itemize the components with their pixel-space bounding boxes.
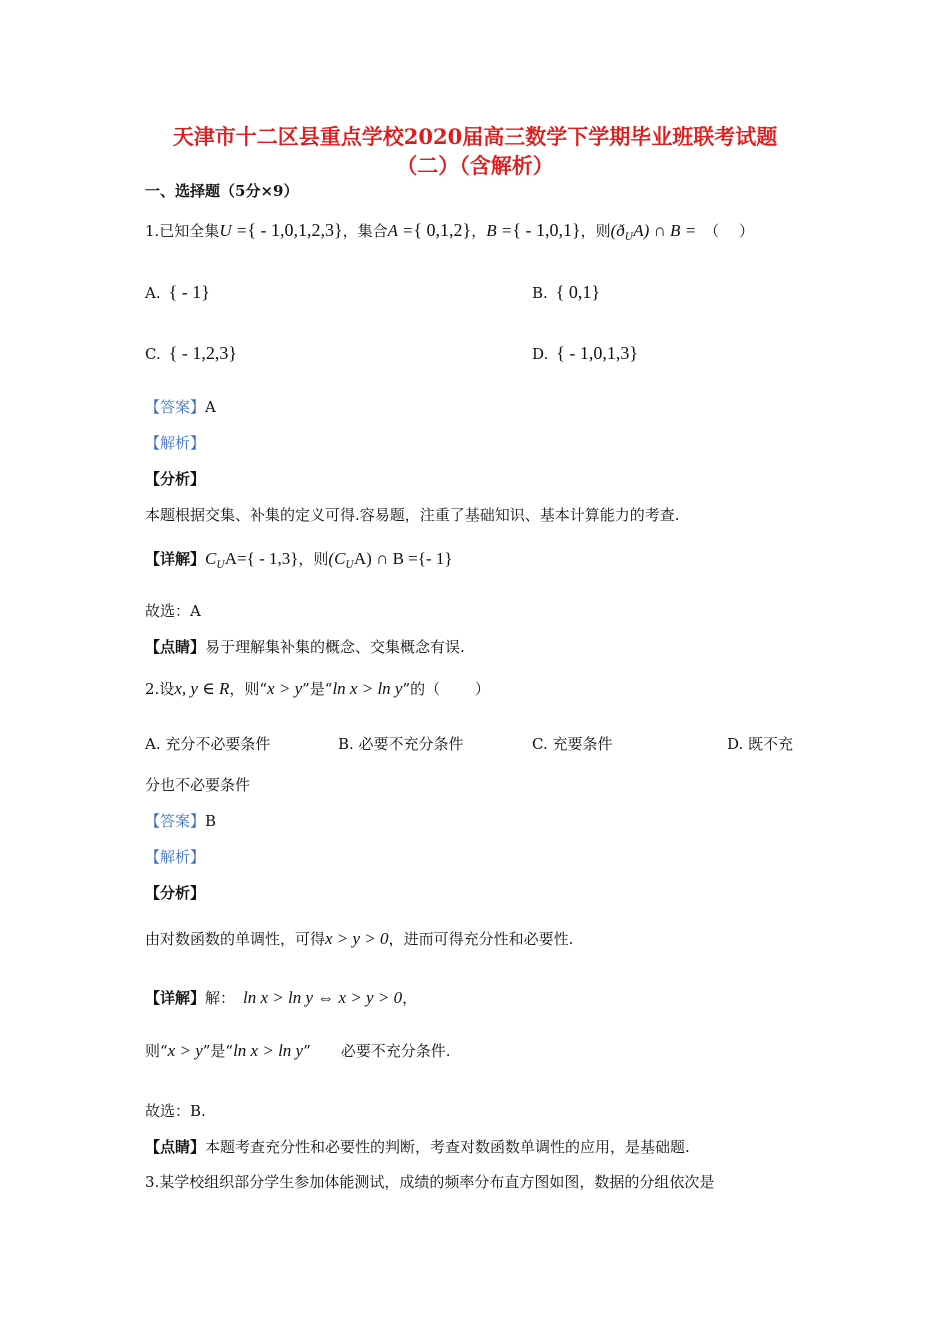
- option-value: { - 1}: [168, 282, 210, 302]
- q3-stem: 3.某学校组织部分学生参加体能测试，成绩的频率分布直方图如图，数据的分组依次是: [145, 1173, 715, 1191]
- q1-fenxi-tag: 【分析】: [145, 470, 206, 488]
- q2-prefix: 2.设: [145, 680, 175, 698]
- q2-ze-c2: ln x > ln y: [233, 1041, 304, 1060]
- q1-u-set: { - 1,0,1,2,3}: [247, 220, 343, 240]
- q1-mid2: ，则: [580, 222, 611, 240]
- q2-option-d: D. 既不充: [727, 735, 794, 753]
- q1-dianjing: [145, 636, 465, 657]
- xiangjie-tag: 【详解】: [145, 989, 206, 1007]
- q2-ze-open: 则“: [145, 1042, 168, 1060]
- q2-stem: [145, 678, 490, 699]
- q2-jiexi-tag: 【解析】: [145, 848, 206, 866]
- option-value: { - 1,0,1,3}: [556, 343, 639, 363]
- q2-fenxi-pre: 由对数函数的单调性，可得: [145, 930, 326, 948]
- xj-rest: A={ - 1,3}: [224, 549, 299, 568]
- option-label: D.: [532, 345, 549, 363]
- q1-answer: [145, 396, 216, 417]
- q2-ze-conc: 必要不充分条件.: [340, 1042, 451, 1060]
- q2-ze-c1: x > y: [167, 1041, 203, 1060]
- xj-c: C: [205, 549, 217, 568]
- option-label: B.: [532, 284, 548, 302]
- dianjing-text: 本题考查充分性和必要性的判断，考查对数函数单调性的应用，是基础题.: [205, 1138, 690, 1156]
- q1-xiangjie: [145, 548, 452, 571]
- q2-cond1: x > y: [267, 679, 303, 698]
- q2-answer: [145, 810, 216, 831]
- q2-xj-post: ，: [402, 989, 418, 1007]
- q1-expr: (ð: [610, 221, 625, 240]
- q2-then: ，则“: [229, 680, 268, 698]
- xj-mid: ，则: [298, 550, 329, 568]
- doc-title-line1: 天津市十二区县重点学校2020届高三数学下学期毕业班联考试题: [172, 124, 778, 149]
- xiangjie-tag: 【详解】: [145, 550, 206, 568]
- option-label: A.: [145, 284, 161, 302]
- xj-c2: (C: [328, 549, 346, 568]
- q2-ze-end: ”: [303, 1042, 311, 1060]
- q2-is: ”是“: [302, 680, 333, 698]
- option-value: { - 1,2,3}: [168, 343, 237, 363]
- q1-paren: （ ）: [704, 222, 754, 240]
- q1-comma: ，: [471, 222, 487, 240]
- xj-sub: U: [216, 560, 225, 571]
- q1-jiexi-tag: 【解析】: [145, 434, 206, 452]
- answer-tag: 【答案】: [145, 812, 206, 830]
- q2-guxuan: 故选：B.: [145, 1102, 206, 1120]
- q1-stem: [145, 220, 754, 243]
- q2-option-d-cont: 分也不必要条件: [145, 776, 251, 794]
- q1-option-b: [532, 282, 600, 303]
- q2-fenxi-expr: x > y > 0: [325, 929, 389, 948]
- q2-ze: [145, 1040, 451, 1061]
- q2-option-b: B. 必要不充分条件: [338, 735, 464, 753]
- dianjing-tag: 【点睛】: [145, 638, 206, 656]
- q1-prefix: 1.已知全集: [145, 222, 220, 240]
- q2-xy: x, y ∈ R: [174, 679, 230, 698]
- q1-b-set: { - 1,0,1}: [512, 220, 581, 240]
- q1-option-c: [145, 343, 237, 364]
- q2-fenxi: [145, 928, 573, 949]
- q2-xiangjie: [145, 987, 417, 1008]
- section-heading: 一、选择题（5分×9）: [145, 182, 299, 200]
- q2-xj-expr: ln x > ln y ⇔ x > y > 0: [243, 988, 403, 1007]
- q2-xj-pre: 解：: [205, 989, 236, 1007]
- q2-fenxi-tag: 【分析】: [145, 884, 206, 902]
- doc-title-line2: （二）（含解析）: [396, 153, 554, 178]
- q1-fenxi-text: 本题根据交集、补集的定义可得.容易题，注重了基础知识、基本计算能力的考查.: [145, 506, 680, 524]
- q1-option-d: [532, 343, 638, 364]
- answer-value: A: [205, 398, 216, 416]
- answer-tag: 【答案】: [145, 398, 206, 416]
- q1-a-var: A =: [387, 221, 414, 240]
- xj-sub2: U: [345, 560, 354, 571]
- q1-expr-sub: U: [624, 232, 634, 243]
- option-value: { 0,1}: [555, 282, 601, 302]
- dianjing-text: 易于理解集补集的概念、交集概念有误.: [205, 638, 465, 656]
- q1-option-a: [145, 282, 210, 303]
- q1-a-set: { 0,1,2}: [413, 220, 472, 240]
- q1-u-var: U =: [219, 221, 248, 240]
- xj-rest2: A) ∩ B ={- 1}: [353, 549, 453, 568]
- q1-guxuan: 故选：A: [145, 602, 201, 620]
- answer-value: B: [205, 812, 217, 830]
- q2-dianjing: [145, 1136, 690, 1157]
- q2-cond2: ln x > ln y: [332, 679, 403, 698]
- q1-expr-rest: A) ∩ B =: [633, 221, 697, 240]
- q2-of: ”的（ ）: [402, 680, 490, 698]
- q1-b-var: B =: [486, 221, 513, 240]
- dianjing-tag: 【点睛】: [145, 1138, 206, 1156]
- q2-option-a: A. 充分不必要条件: [145, 735, 271, 753]
- option-label: C.: [145, 345, 161, 363]
- q2-option-c: C. 充要条件: [532, 735, 613, 753]
- q2-ze-is: ”是“: [202, 1042, 234, 1060]
- q2-fenxi-post: ，进而可得充分性和必要性.: [388, 930, 574, 948]
- q1-mid1: ，集合: [342, 222, 388, 240]
